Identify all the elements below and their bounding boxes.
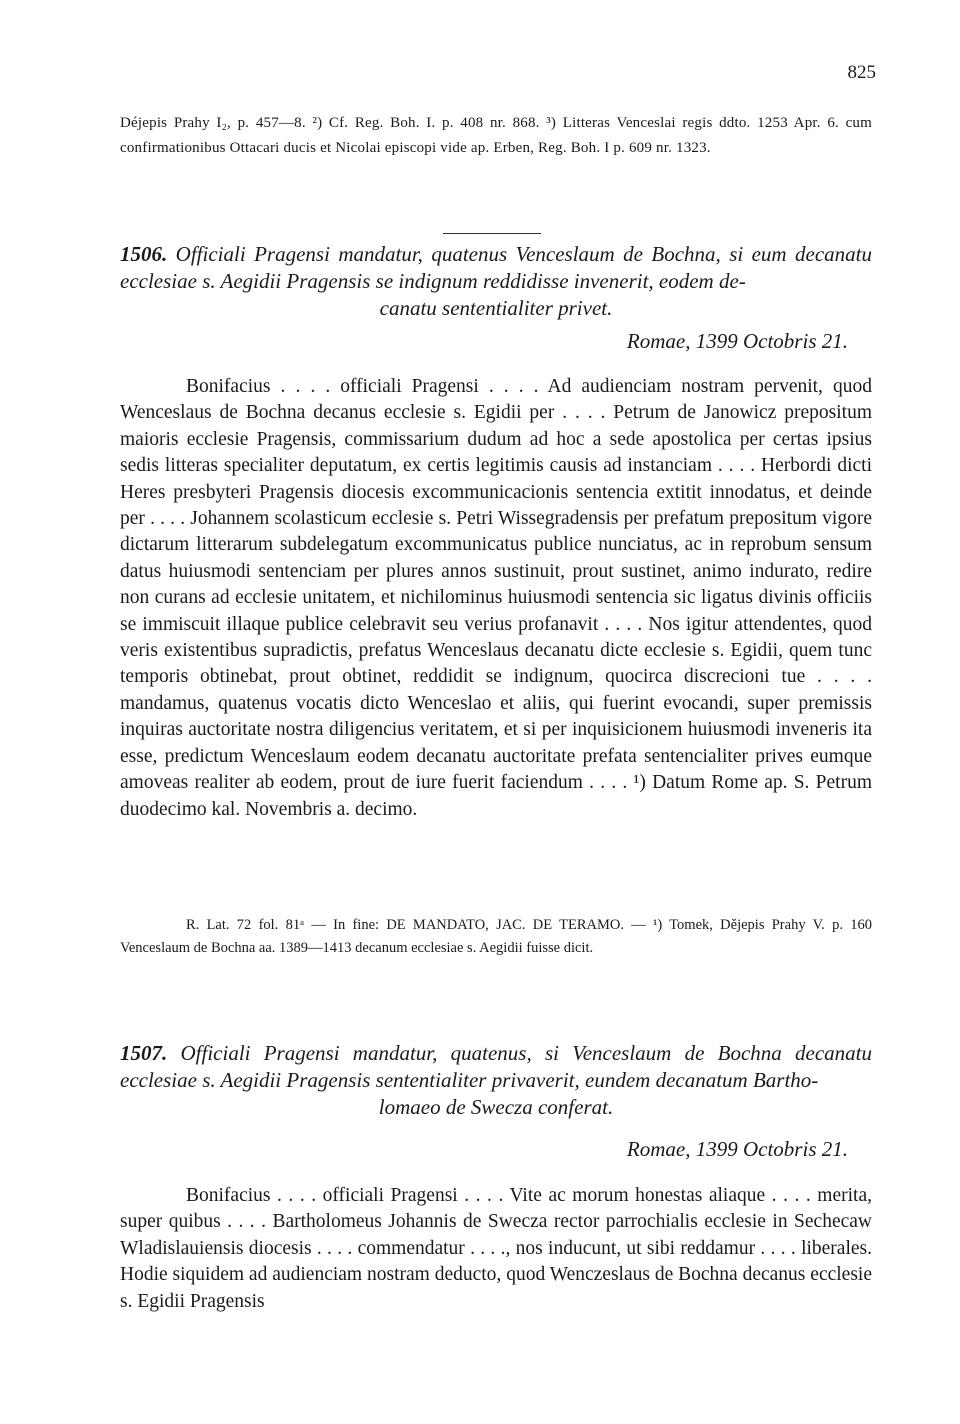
doc-1506-note: R. Lat. 72 fol. 81ᵃ — In fine: DE MANDATO, JAC. DE TERAMO. — ¹) Tomek, Dějepis Prahy V. p. 160 Venceslaum de Bochna aa. 1389—1413 decanum ecclesiae s. Aegidii fuisse dicit. [120, 917, 872, 956]
doc-1506-note-block [120, 914, 872, 960]
doc-1506-date: Romae, 1399 Octobris 21. [626, 329, 848, 353]
doc-1506-number: 1506. [120, 242, 168, 266]
doc-1506-heading-text: Officiali Pragensi mandatur, quatenus Venceslaum de Bochna, si eum decanatu ecclesiae s. Aegidii Pragensis se indignum reddidisse invenerit, eodem de- [120, 242, 872, 293]
page-number: 825 [847, 62, 876, 83]
doc-1507-heading-last: lomaeo de Swecza conferat. [378, 1095, 614, 1119]
doc-1507-heading [120, 1040, 872, 1121]
doc-1507-text: Bonifacius . . . . officiali Pragensi . . . . Vite ac morum honestas aliaque . . . . merita, super quibus . . . . Bartholomeus Johannis de Swecza rector parrochialis ecclesie in Sechecaw Wladislauiensis diocesis . . . . commendatur . . . ., nos inducunt, ut sibi reddamur . . . . liberales. Hodie siquidem ad audienciam nostram deducto, quod Wenczeslaus de Bochna decanus ecclesie s. Egidii Pragensis [120, 1185, 872, 1312]
doc-1506-text: Bonifacius . . . . officiali Pragensi . . . . Ad audienciam nostram pervenit, quod Wenceslaus de Bochna decanus ecclesie s. Egidii per . . . . Petrum de Janowicz prepositum maioris ecclesie Pragensis, commissarium dudum ad hoc a sede apostolica per certas ipsius sedis litteras specialiter deputatum, ex certis legitimis causis ad instanciam . . . . Herbordi dicti Heres presbyteri Pragensis diocesis excommunicacionis sentencia extitit innodatus, et deinde per . . . . Johannem scolasticum ecclesie s. Petri Wissegradensis per prefatum prepositum vigore dictarum litterarum subdelegatum excommunicatus publice nunciatus, ac in reprobum sensum datus huiusmodi sentenciam per plures annos sustinuit, prout sustinet, animo indurato, redire non curans ad ecclesie unitatem, et nichilominus huiusmodi sentencia sic ligatus divinis officiis se immiscuit illaque publice celebravit seu verius profanavit . . . . Nos igitur attendentes, quod veris existentibus supradictis, prefatus Wenceslaus decanatu dicte ecclesie s. Egidii, quem tunc temporis obtinebat, prout obtinet, reddidit se indignum, quocirca discrecioni tue . . . . mandamus, quatenus vocatis dicto Wenceslao et aliis, qui fuerint evocandi, super premissis inquiras auctoritate nostra diligencius veritatem, et si per inquisicionem huiusmodi inveneris ita esse, predictum Wenceslaum eodem decanatu auctoritate prefata sentencialiter prives eumque amoveas realiter ab eodem, prout de iure fuerit faciendum . . . . ¹) Datum Rome ap. S. Petrum duodecimo kal. Novembris a. decimo. [120, 376, 872, 820]
section-divider [443, 233, 541, 234]
doc-1507-number: 1507. [120, 1041, 168, 1065]
doc-1506-body [120, 374, 872, 823]
top-footnotes: Déjepis Prahy I₂, p. 457—8. ²) Cf. Reg. Boh. I. p. 408 nr. 868. ³) Litteras Venceslai regis ddto. 1253 Apr. 6. cum confirmationibus Ottacari ducis et Nicolai episcopi vide ap. Erben, Reg. Boh. I p. 609 nr. 1323. [120, 115, 872, 156]
doc-1507-date: Romae, 1399 Octobris 21. [626, 1137, 848, 1161]
doc-1506-heading-last: canatu sententialiter privet. [379, 296, 613, 320]
doc-1506-heading [120, 241, 872, 322]
doc-1507-body [120, 1183, 872, 1315]
doc-1507-heading-text: Officiali Pragensi mandatur, quatenus, si Venceslaum de Bochna decanatu ecclesiae s. Aegidii Pragensis sententialiter privaverit, eundem decanatum Bartho- [120, 1041, 872, 1092]
